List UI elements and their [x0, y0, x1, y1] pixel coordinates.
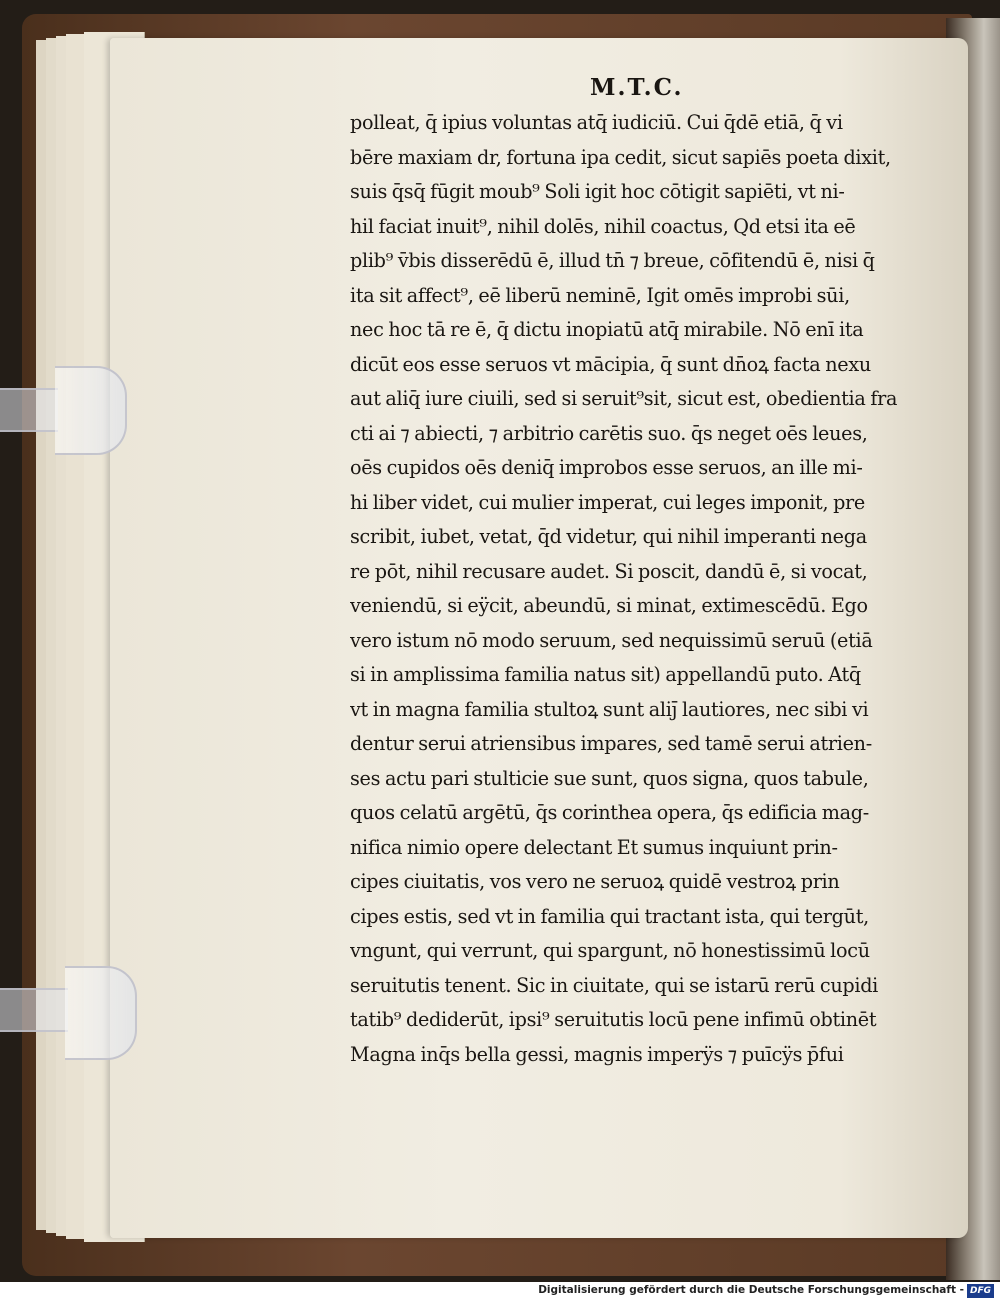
text-line: dentur serui atriensibus impares, sed tamē serui atrien- — [350, 732, 872, 755]
page-header: M.T.C. — [590, 74, 684, 101]
text-line: quos celatū argētū, q̄s corinthea opera, q̄s edificia mag- — [350, 801, 869, 824]
text-line: nifica nimio opere delectant Et sumus inquiunt prin- — [350, 835, 838, 859]
text-line: aut aliq̄ iure ciuili, sed si seruit⁹sit, sicut est, obedientia fra — [350, 387, 898, 410]
text-line: si in amplissima familia natus sit) appellandū puto. Atq̄ — [350, 663, 861, 686]
text-line: hi liber videt, cui mulier imperat, cui leges imponit, pre — [350, 490, 865, 514]
text-line: polleat, q̄ ipius voluntas atq̄ iudiciū. Cui q̄dē etiā, q̄ vi — [350, 111, 843, 134]
text-line: vt in magna familia stultoꝝ sunt aliȷ̄ lautiores, nec sibi vi — [350, 697, 869, 721]
text-line: tatib⁹ dediderūt, ipsi⁹ seruitutis locū pene infimū obtinēt — [350, 1008, 877, 1031]
text-line: cti ai̇ ⁊ abiecti, ⁊ arbitrio carētis suo. q̄s neget oēs leues, — [350, 421, 868, 445]
text-line: veniendū, si eÿcit, abeundū, si minat, extimescēdū. Ego — [350, 594, 868, 617]
text-line: bēre maxiam dr, fortuna ipa cedit, sicut sapiēs poeta dixit, — [350, 145, 891, 169]
footer-bar — [0, 1282, 1000, 1301]
text-line: vngunt, qui verrunt, qui spargunt, nō honestissimū locū — [350, 939, 870, 962]
text-line: re pōt, nihil recusare audet. Si poscit, dandū ē, si vocat, — [350, 559, 868, 583]
text-line: dicūt eos esse seruos vt mācipia, q̄ sunt dn̄oꝝ facta nexu — [350, 352, 871, 376]
text-block — [350, 106, 915, 1072]
text-line: nec hoc tā re ē, q̄ dictu inopiatū atq̄ mirabile. Nō enī ita — [350, 318, 864, 341]
funding-credit: Digitalisierung gefördert durch die Deutsche Forschungsgemeinschaft - — [538, 1284, 964, 1296]
text-line: plib⁹ v̄bis disserēdū ē, illud tn̄ ⁊ breue, cōfitendū ē, nisi q̄ — [350, 249, 875, 272]
text-line: Magna inq̄s bella gessi, magnis imperÿs ⁊ puīcÿs p̄fui — [350, 1042, 844, 1066]
text-line: cipes ciuitatis, vos vero ne seruoꝝ quidē vestroꝝ prin — [350, 870, 840, 893]
text-line: cipes estis, sed vt in familia qui tractant ista, qui tergūt, — [350, 904, 869, 928]
dfg-logo: DFG — [967, 1284, 994, 1298]
text-line: hil faciat inuit⁹, nihil dolēs, nihil coactus, Qd etsi ita eē — [350, 214, 856, 238]
plexiglass-clip — [55, 366, 127, 455]
text-line: ses actu pari stulticie sue sunt, quos signa, quos tabule, — [350, 766, 869, 790]
text-line: oēs cupidos oēs deniq̄ improbos esse seruos, an ille mi- — [350, 456, 863, 479]
text-line: scribit, iubet, vetat, q̄d videtur, qui nihil imperanti nega — [350, 525, 867, 548]
plexiglass-clip — [65, 966, 137, 1060]
text-line: ita sit affect⁹, eē liberū neminē, Igit omēs improbi sūi, — [350, 283, 850, 307]
plexiglass-clip-arm — [0, 988, 68, 1032]
text-line: vero istum nō modo seruum, sed nequissimū seruū (etiā — [350, 628, 873, 652]
plexiglass-clip-arm — [0, 388, 58, 432]
text-line: seruitutis tenent. Sic in ciuitate, qui se istarū rerū cupidi — [350, 973, 879, 997]
text-line: suis q̄sq̄ fūgit moub⁹ Soli igit hoc cōtigit sapiēti, vt ni- — [350, 180, 845, 203]
